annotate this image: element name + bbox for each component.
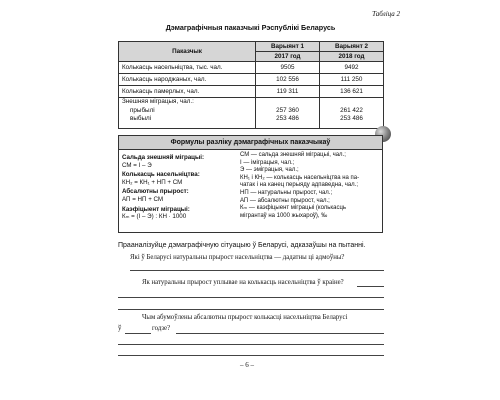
answer-line[interactable]	[130, 270, 384, 271]
formula-list	[122, 152, 236, 221]
formula-expression: Кₘ = (І – Э) : КН · 1000	[122, 213, 187, 221]
row-value: 111 250	[320, 74, 384, 86]
header-indicator: Паказчык	[119, 42, 256, 62]
migration-label: Знешняя міграцыя, чал.:	[122, 98, 194, 105]
formula-expression: СМ = І – Э	[122, 161, 152, 169]
header-variant-1: Варыянт 1	[256, 42, 320, 52]
legend-line: мігрантаў на 1000 жыхароў), ‰	[240, 212, 328, 219]
row-value: 9492	[320, 62, 384, 74]
question-2: Як натуральны прырост уплывае на колькасць насельніцтва ў краіне?	[142, 279, 344, 286]
legend-line: Э — эміграцыя, чал.;	[240, 167, 299, 174]
legend-line: СМ — сальда знешняй міграцыі, чал.;	[240, 152, 346, 158]
migration-v1	[256, 98, 320, 129]
row-label: Колькасць насельніцтва, тыс. чал.	[119, 62, 256, 74]
migration-v2	[320, 98, 384, 129]
legend-line: НП — натуральны прырост, чал.;	[240, 189, 333, 196]
table-row	[119, 86, 384, 98]
answer-line[interactable]	[118, 309, 384, 310]
formula-heading: Колькасць насельніцтва:	[122, 171, 200, 179]
migration-left-label: выбылі	[130, 115, 152, 122]
formula-expression: КН₂ = КН₁ + НП + СМ	[122, 178, 183, 186]
row-value: 257 360	[276, 106, 299, 114]
question-1: Які ў Беларусі натуральны прырост насельніцтва — дадатны ці адмоўны?	[130, 254, 345, 261]
formula-expression: АП = НП + СМ	[122, 195, 164, 203]
question-3: Чым абумоўлены абсалютны прырост колькасці насельніцтва Беларусі	[142, 314, 348, 321]
year-blank[interactable]	[125, 333, 151, 334]
row-label: Колькасць народжаных, чал.	[119, 74, 256, 86]
legend-line: Кₘ — каэфіцыент міграцыі (колькасць	[240, 205, 347, 212]
answer-line[interactable]	[118, 297, 384, 298]
question-3-suffix: годзе?	[152, 325, 171, 332]
answer-line[interactable]	[357, 286, 384, 287]
header-variant-2: Варыянт 2	[320, 42, 384, 52]
row-value: 119 311	[256, 86, 320, 98]
table-row	[119, 62, 384, 74]
migration-cell	[119, 98, 256, 129]
row-value: 253 486	[340, 115, 363, 122]
legend-line: АП — абсалютны прырост, чал.;	[240, 197, 330, 204]
row-value: 253 486	[276, 115, 299, 122]
formula-legend	[240, 152, 380, 220]
instruction-text: Прааналізуйце дэмаграфічную сітуацыю ў Беларусі, адказаўшы на пытанні.	[118, 242, 366, 249]
answer-line[interactable]	[118, 344, 384, 345]
header-year-2: 2018 год	[320, 52, 384, 62]
table-row	[119, 98, 384, 129]
row-value: 9505	[256, 62, 320, 74]
question-3-prefix: ў	[118, 325, 122, 332]
answer-line[interactable]	[176, 333, 384, 334]
row-label: Колькасць памерлых, чал.	[119, 86, 256, 98]
formula-heading: Сальда знешняй міграцыі:	[122, 154, 205, 161]
legend-line: КН₁ і КН₂ — колькасць насельніцтва на па-	[240, 174, 360, 181]
formula-heading: Абсалютны прырост:	[122, 188, 189, 196]
formula-title: Формулы разліку дэмаграфічных паказчыкаў	[119, 136, 382, 150]
demographic-table	[118, 41, 384, 129]
legend-line: чатак і на канец перыяду адпаведна, чал.;	[240, 182, 358, 189]
table-row	[119, 74, 384, 86]
row-value: 136 621	[320, 86, 384, 98]
migration-arrived-label: прыбылі	[130, 106, 155, 114]
row-value: 102 556	[256, 74, 320, 86]
page-number: – 6 –	[240, 361, 254, 369]
table-title: Дэмаграфічныя паказчыкі Рэспублікі Беларусь	[165, 23, 336, 32]
legend-line: І — іміграцыя, чал.;	[240, 159, 295, 166]
table-caption: Табліца 2	[372, 10, 400, 18]
answer-line[interactable]	[118, 355, 384, 356]
formula-heading: Каэфіцыент міграцыі:	[122, 205, 190, 213]
header-year-1: 2017 год	[256, 52, 320, 62]
row-value: 261 422	[340, 106, 363, 114]
formula-box	[118, 135, 383, 233]
